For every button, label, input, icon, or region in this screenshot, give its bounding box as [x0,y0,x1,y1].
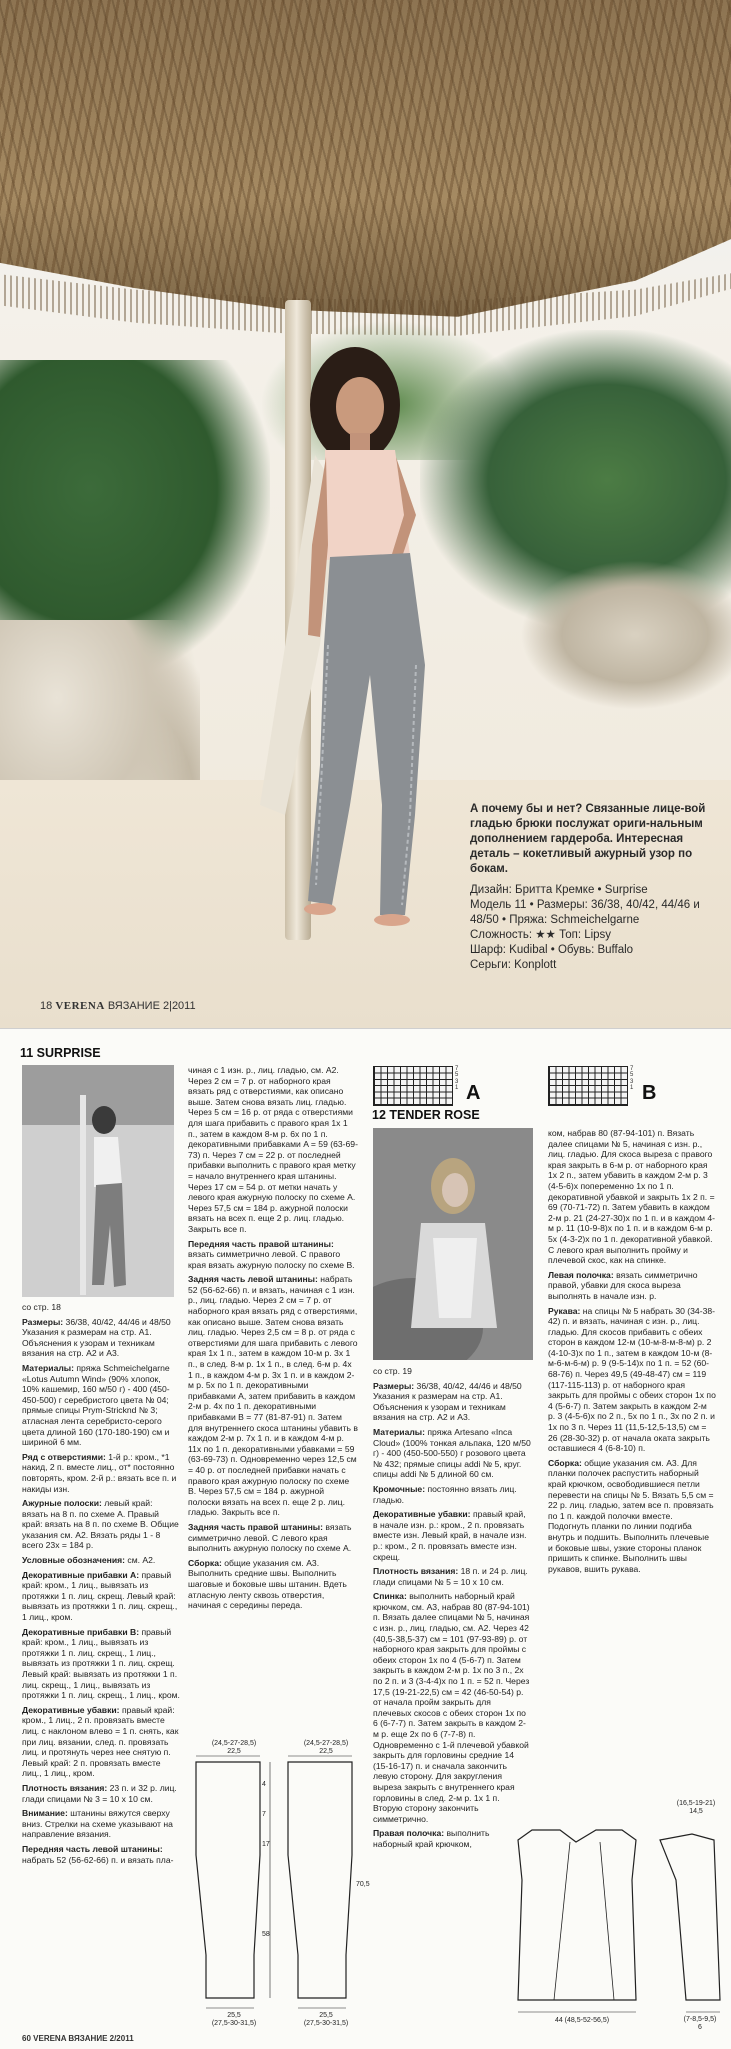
photo-caption [470,790,720,973]
caption-line: Серьги: Konplott [470,958,557,971]
paragraph-heading: Размеры: [22,1316,66,1327]
paragraph-text: штанины вяжутся сверху вниз. Стрелки на схеме указывают на направление вязания. [22,1808,173,1840]
paragraph-text: правый край: кром., 1 лиц., 2 п. провязать вместе лиц. с наклоном влево = 1 п. снять, как при лиц. вязании, след. п. провязать лиц. и протянуть через нее снятую п. Левый край: 2 п. провязать вместе лиц., 1 лиц., кром. [22,1704,179,1779]
trouser-len-a: 4 [262,1781,266,1788]
paragraph-heading: Правая полочка: [373,1828,447,1839]
paragraph [22,1570,180,1623]
dimension-label: (24,5-27-28,5) [303,1740,349,1747]
paragraph-text: выполнить наборный край крючком, см. A3, набрав 80 (87-94-101) п. Вязать далее спицами № 5, начиная с изн. р., лиц. гладью, см. A2. Через 42 (40,5-38,5-37) см = 101 (97-93-89) р. от наборного края закрыть для проймы с обеих сторон 1x по 4 (5-6-7) п. Затем закрыть в каждом 2-м р. 1x по 3 п., 2x по 2 п. и 3 (3-4-4)x по 1 п. = 52 п. Через 17,5 (19-21-22,5) см = 42 (46-50-54) р. от начала пройм закрыть для плечевых скосов с обеих сторон 1x по 6 (6-7-7) п. Затем закрыть в каждом 2-м р. еще 2x по 6 (7-7-8) п. Одновременно с 1-й плечевой убавкой закрыть для горловины средние 14 (15-16-17) п. и сначала закончить левую сторону. Для закругления выреза закрыть с внутреннего края горловины в след. 2-м р. 1x 1 п. Вторую сторону закончить симметрично. [373,1591,530,1824]
dimension-label: 6 [698,2024,702,2031]
sleeve-bottom-label [672,2016,728,2032]
jacket-pattern-diagram [510,1800,728,2028]
paragraph [373,1484,531,1505]
schema-a-letter: A [466,1082,481,1104]
paragraph-text: 36/38, 40/42, 44/46 и 48/50 Указания к размерам на стр. A1. Объяснения к узорам и техникам вязания на стр. A2 и A3. [373,1380,522,1423]
caption-lead: А почему бы и нет? Связанные лице-вой гладью брюки послужат ориги-нальным дополнением гардероба. Интересная деталь – кокетливый ажурный узор по бокам. [470,802,706,875]
paragraph [22,1705,180,1779]
schema-a-row-numbers [455,1066,458,1091]
paragraph-heading: Сборка: [188,1557,225,1568]
paragraph-heading: Левая полочка: [548,1269,617,1280]
paragraph-text: см. A2. [127,1555,156,1566]
paragraph-heading: Плотность вязания: [22,1782,110,1793]
paragraph [22,1302,180,1313]
trouser-pattern-diagram [188,1740,360,2030]
schema-b-row-numbers [630,1066,633,1091]
paragraph [373,1366,531,1377]
issue-label: ВЯЗАНИЕ 2/2011 [68,2034,134,2043]
paragraph [373,1591,531,1824]
paragraph-heading: Декоративные прибавки A: [22,1569,142,1580]
paragraph [22,1783,180,1804]
paragraph-heading: Ряд с отверстиями: [22,1451,109,1462]
paragraph-text: набрать 52 (56-62-66) п. и вязать пла- [22,1854,174,1865]
paragraph-heading: Размеры: [373,1380,417,1391]
trouser-len-b: 7 [262,1811,266,1818]
paragraph-heading: Декоративные убавки: [373,1509,473,1520]
dimension-label: (27,5-30-31,5) [303,2020,349,2027]
model-figure [220,345,490,965]
page-number: 18 [40,1000,53,1012]
paragraph-text: правый край: кром., 1 лиц., вывязать из протяжки 1 п. лиц. скрещ. Левый край: вывязать из протяжки 1 п. лиц. скрещ., 1 лиц., кром. [22,1569,178,1623]
paragraph-heading: Спинка: [373,1591,410,1602]
paragraph [373,1828,531,1849]
dimension-label: (24,5-27-28,5) [211,1740,257,1747]
paragraph-heading: Передняя часть левой штанины: [22,1843,163,1854]
paragraph [22,1498,180,1551]
paragraph-heading: Кромочные: [373,1483,428,1494]
paragraph-text: правый край, в начале изн. р.: кром., 2 п. провязать вместе изн. Левый край, в начале изн. р.: кром., 2 п. провязать вместе изн. скрещ. [373,1509,527,1562]
paragraph-text: со стр. 18 [22,1302,61,1312]
dimension-label: 25,5 [227,2012,241,2019]
paragraph-text: вязать симметрично правой, убавки для скоса выреза выполнять в начале изн. р. [548,1269,698,1301]
caption-line: Сложность: ★★ Топ: Lipsy [470,928,612,941]
schema-b-letter: B [642,1082,657,1104]
top-page-footer [40,1000,196,1012]
row-number: 7 [630,1066,634,1072]
model-12-photo [373,1128,533,1360]
paragraph-text: общие указания см. A3. Для планки полочек распустить наборный край крючком, освободившиеся петли перевести на спицы № 5. Вязать 5,5 см = 22 р. лиц. гладью, затем все п. провязать по 1 п. каждой полочки вместе. Подогнуть планки по линии подгиба внутрь и подшить. Выполнить плечевые и боковые швы, узкие стороны планок пришить к спинке. Выполнить швы рукавов, вшить рукава. [548,1457,714,1574]
section-12-column-3 [373,1366,531,1854]
paragraph-heading: Передняя часть правой штанины: [188,1238,334,1249]
paragraph-heading: Условные обозначения: [22,1555,128,1566]
paragraph-text: левый край: вязать на 8 п. по схеме A. Правый край: вязать на 8 п. по схеме B. Общие указания см. A2. Вязать ряды 1 - 8 всего 23x = 184 р. [22,1498,179,1551]
caption-line: Шарф: Kudibal • Обувь: Buffalo [470,943,634,956]
trouser-len-d: 58 [262,1931,270,1938]
bottom-page-footer [22,2034,134,2043]
section-11-title: 11 SURPRISE [20,1046,101,1060]
paragraph [188,1522,358,1554]
paragraph [188,1065,358,1235]
paragraph-text: 1-й р.: кром., *1 накид, 2 п. вместе лиц., от* постоянно повторять, кром. 2-й р.: вязать все п. и накиды изн. [22,1451,177,1494]
dimension-label: 14,5 [689,1808,703,1815]
issue-label: ВЯЗАНИЕ 2|2011 [107,1000,196,1012]
dimension-label: 25,5 [319,2012,333,2019]
brand-name: VERENA [33,2034,67,2043]
paragraph-text: со стр. 19 [373,1366,412,1376]
trouser-1-bottom-label [204,2012,264,2028]
row-number: 1 [630,1084,634,1091]
section-11-column-1 [22,1302,180,1869]
model-11-silhouette [22,1065,174,1297]
paragraph-text: постоянно вязать лиц. гладью. [373,1483,517,1505]
paragraph [548,1306,716,1454]
paragraph [22,1627,180,1701]
paragraph [188,1558,358,1611]
dimension-label: (7-8,5-9,5) [683,2016,717,2023]
model-11-photo [22,1065,174,1297]
paragraph [22,1808,180,1840]
paragraph [22,1844,180,1865]
paragraph [22,1555,180,1566]
paragraph-text: на спицы № 5 набрать 30 (34-38-42) п. и вязать, начиная с изн. р., лиц. гладью. Для скосов прибавить с обеих сторон в каждом 12-м (10-м-8-м-8-м) р. 2 (4-10-3)x по 1 п., затем в каждом 10-м (8-м-6-м-6-м) р. 9 (9-5-14)x по 1 п. = 52 (60-68-76) п. Через 49,5 (49-48-47) см = 119 (117-115-113) р. от наборного края закрыть для проймы с обеих сторон 1x по 4 (5-6-7) п. Затем закрыть в каждом 2-м р. 3 (4-5-6)x по 2 п., 5x по 1 п., 3x по 2 п. и 1x по 3 п. Через 11 (11,5-12,5-13,5) см = 26 (28-30-32) р. от начала оката закрыть оставшиеся 4 (6-8-10) п. [548,1305,716,1454]
paragraph-heading: Задняя часть левой штанины: [188,1274,321,1285]
paragraph [548,1458,716,1575]
paragraph-text: вязать симметрично левой. С левого края выполнить ажурную полоску по схеме A. [188,1521,352,1554]
trouser-2-bottom-label [296,2012,356,2028]
paragraph-text: набрать 52 (56-62-66) п. и вязать, начиная с 1 изн. р., лиц. гладью. Через 2 см = 7 р. от наборного края вязать ряд с отверстиями, как описано выше. Затем снова вязать лиц. гладью. Через 2,5 см = 8 р. от ряда с отверстиями для шага прибавить с левого края 1x 1 п., затем в каждом 10-м р. 3x 1 п., в след. 8-м р. 1x 1 п., в след. 6-м р. 4x 1 п., в каждом 4-м р. 3x 1 п. и в каждом 2-м р. 5x по 1 п. декоративными прибавками A, затем прибавить в каждом 2-м р. 4x по 1 п. декоративными прибавками B = 77 (81-87-91) п. Затем для внутреннего скоса штанины убавить в каждом 2-м р. 7x 1 п. и в каждом 4-м р. 11x по 1 п. декоративными убавками = 59 (63-69-73) п. Одновременно через 12,5 см = 40 р. от последней прибавки начать с правого края ажурную полоску по схеме B. Через 57,5 см = 184 р. ажурной полоски вязать на всех п. еще 2 р. лиц. гладью. Закрыть все п. [188,1274,358,1518]
paragraph-text: 18 п. и 24 р. лиц. глади спицами № 5 = 10 x 10 см. [373,1566,528,1587]
paragraph [548,1128,716,1266]
trouser-1-top-label [196,1740,272,1756]
paragraph-heading: Задняя часть правой штанины: [188,1521,326,1532]
paragraph-text: 23 п. и 32 р. лиц. глади спицами № 3 = 10 x 10 см. [22,1782,177,1804]
trouser-len-e: 70,5 [356,1881,370,1888]
paragraph-text: правый край: кром., 1 лиц., вывязать из протяжки 1 п. лиц. скрещ., 1 лиц., вывязать из протяжки 1 п. лиц. скрещ. Левый край: вывязать из протяжки 1 п. лиц. скрещ., 1 лиц., вывязать из протяжки 1 п. лиц. скрещ., 1 лиц., кром. [22,1626,180,1701]
brand-name: VERENA [55,1000,105,1012]
sleeve-top-label [666,1800,726,1816]
dimension-label: 22,5 [319,1748,333,1755]
paragraph-heading: Рукава: [548,1305,583,1316]
paragraph-text: 36/38, 40/42, 44/46 и 48/50 Указания к размерам на стр. A1. Объяснения к узорам и техникам вязания на стр. A2 и A3. [22,1316,171,1359]
section-12-column-4 [548,1128,716,1578]
lace-schema-a [373,1066,453,1106]
row-number: 7 [455,1066,459,1072]
caption-line: Дизайн: Бритта Кремке • Surprise [470,883,648,896]
paragraph [548,1270,716,1302]
paragraph [188,1274,358,1518]
row-number: 5 [630,1072,634,1079]
row-number: 1 [455,1084,459,1091]
paragraph-heading: Внимание: [22,1808,71,1819]
right-rocks [520,560,731,710]
paragraph-text: пряжа Schmeichelgarne «Lotus Autumn Wind» (90% хлопок, 10% кашемир, 160 м/50 г) - 400 (450-450-500) г серебристого цвета № 04; прямые спицы Prym-Stricknd № 3; атласная лента серебристо-серого цвета длиной 160 (170-180-190) см и шириной 6 мм. [22,1362,170,1448]
paragraph [373,1509,531,1562]
paragraph [373,1381,531,1423]
row-number: 3 [455,1078,459,1085]
row-number: 3 [630,1078,634,1085]
paragraph [373,1566,531,1587]
paragraph [22,1452,180,1494]
paragraph-text: ком, набрав 80 (87-94-101) п. Вязать далее спицами № 5, начиная с изн. р., лиц. гладью. Для скоса выреза с правого края закрыть в 6-м р. от наборного края 1x 2 п., затем убавить в каждом 2-м р. 3 (4-5-6)x попеременно 1x по 1 п. декоративной убавкой и закрыть 1x 2 п. = 69 (70-71-72) п. Затем убавить в каждом 2-м р. 21 (24-27-30)x по 1 п. и в каждом 4-м р. 11 (10-9-8)x по 1 п. и в каждом 6-м р. 5x (4-3-2)x по 1 п. декоративной убавкой. С левого края выполнить пройму и плечевой скос, как на спинке. [548,1128,716,1266]
lace-schema-b [548,1066,628,1106]
paragraph-heading: Материалы: [22,1362,77,1373]
caption-line: Модель 11 • Размеры: 36/38, 40/42, 44/46 и 48/50 • Пряжа: Schmeichelgarne [470,898,700,926]
paragraph-heading: Декоративные прибавки B: [22,1626,142,1637]
paragraph-text: выполнить наборный край крючком, [373,1828,490,1849]
paragraph-text: чиная с 1 изн. р., лиц. гладью, см. A2. Через 2 см = 7 р. от наборного края вязать ряд с отверстиями, как описано выше. Затем снова вязать лиц. гладью. Через 5 см = 16 р. от ряда с отверстиями для шага прибавить с правого края 1x 1 п., затем в каждом 8-м р. 6x по 1 п. декоративными прибавками A = 59 (63-69-73) п. Через 7 см = 22 р. от последней прибавки выполнить с правого края метку = начало внутреннего края штанины. Через 17 см = 54 р. от метки начать у левого края ажурную полоску по схеме A. Через 57,5 см = 184 р. ажурной полоски вязать на всех п. еще 2 р. лиц. гладью. Закрыть все п. [188,1065,358,1234]
page-number: 60 [22,2034,31,2043]
paragraph-text: вязать симметрично левой. С правого края вязать ажурную полоску по схеме B. [188,1249,355,1270]
trouser-len-c: 17 [262,1841,270,1848]
paragraph-heading: Материалы: [373,1426,428,1437]
paragraph [22,1317,180,1359]
paragraph [188,1239,358,1271]
paragraph [373,1427,531,1480]
dimension-label: (16,5-19-21) [676,1800,716,1807]
paragraph-text: общие указания см. A3. Выполнить средние швы. Выполнить шаговые и боковые швы штанин. Вдеть атласную ленту сквозь отверстия, начиная с середины переда. [188,1557,347,1611]
paragraph-heading: Сборка: [548,1457,585,1468]
dimension-label: (27,5-30-31,5) [211,2020,257,2027]
paragraph-heading: Плотность вязания: [373,1566,461,1577]
jacket-bottom-label: 44 (48,5-52-56,5) [554,2017,610,2024]
paragraph-heading: Декоративные убавки: [22,1704,122,1715]
dimension-label: 22,5 [227,1748,241,1755]
row-number: 5 [455,1072,459,1079]
section-12-title: 12 TENDER ROSE [372,1108,480,1122]
section-11-column-2 [188,1065,358,1615]
model-12-silhouette [373,1128,533,1360]
paragraph [22,1363,180,1448]
paragraph-text: пряжа Artesano «Inca Cloud» (100% тонкая альпака, 120 м/50 г) - 400 (450-500-550) г розового цвета № 432; прямые спицы addi № 5, круг. спицы addi № 5 длиной 60 см. [373,1426,531,1480]
paragraph-heading: Ажурные полоски: [22,1498,105,1509]
trouser-2-top-label [288,1740,364,1756]
